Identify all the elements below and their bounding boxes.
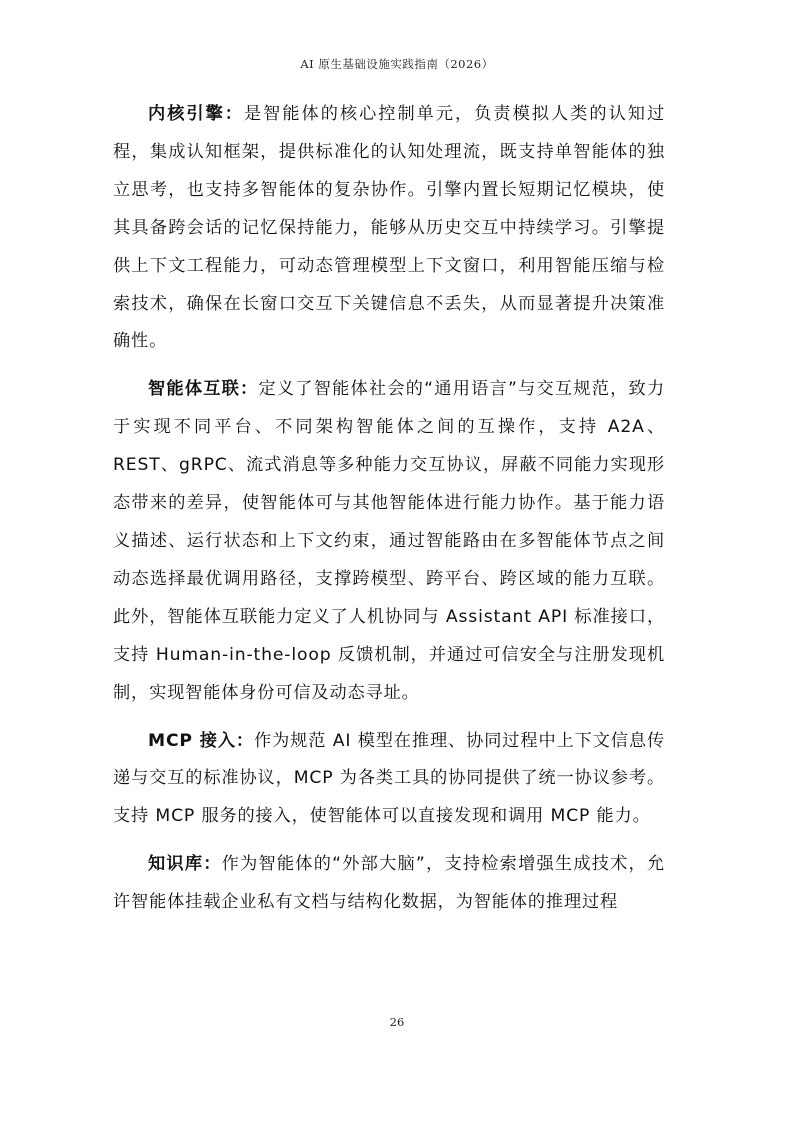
term-agent-interconnect: 智能体互联：: [148, 379, 259, 400]
page-number: 26: [389, 1015, 405, 1029]
paragraph-text: 定义了智能体社会的“通用语言”与交互规范，致力于实现不同平台、不同架构智能体之间的互操作，支持 A2A、REST、gRPC、流式消息等多种能力交互协议，屏蔽不同能力实现形态带来的差异，使智能体可与其他智能体进行能力协作。基于能力语义描述、运行状态和上下文约束，通过智能路由在多智能体节点之间动态选择最优调用路径，支撑跨模型、跨平台、跨区域的能力互联。此外，智能体互联能力定义了人机协同与 Assistant API 标准接口，支持 Human-in-the-loop 反馈机制，并通过可信安全与注册发现机制，实现智能体身份可信及动态寻址。: [113, 379, 665, 703]
page-header: AI 原生基础设施实践指南（2026）: [300, 57, 494, 71]
term-mcp-access: MCP 接入：: [148, 730, 255, 751]
paragraph-text: 作为智能体的“外部大脑”，支持检索增强生成技术，允许智能体挂载企业私有文档与结构化数据，为智能体的推理过程: [113, 854, 666, 913]
paragraph-text: 作为规范 AI 模型在推理、协同过程中上下文信息传递与交互的标准协议，MCP 为各类工具的协同提供了统一协议参考。支持 MCP 服务的接入，使智能体可以直接发现和调用 MCP 能力。: [113, 730, 666, 827]
paragraph-agent-interconnect: [113, 371, 665, 712]
term-knowledge-base: 知识库：: [148, 854, 222, 875]
paragraph-mcp-access: [113, 723, 665, 837]
document-body: [113, 96, 665, 932]
paragraph-knowledge-base: [113, 846, 665, 922]
term-kernel-engine: 内核引擎：: [148, 104, 244, 124]
paragraph-text: 是智能体的核心控制单元，负责模拟人类的认知过程，集成认知框架，提供标准化的认知处理流，既支持单智能体的独立思考，也支持多智能体的复杂协作。引擎内置长短期记忆模块，使其具备跨会话的记忆保持能力，能够从历史交互中持续学习。引擎提供上下文工程能力，可动态管理模型上下文窗口，利用智能压缩与检索技术，确保在长窗口交互下关键信息不丢失，从而显著提升决策准确性。: [113, 104, 665, 352]
paragraph-kernel-engine: [113, 96, 665, 361]
